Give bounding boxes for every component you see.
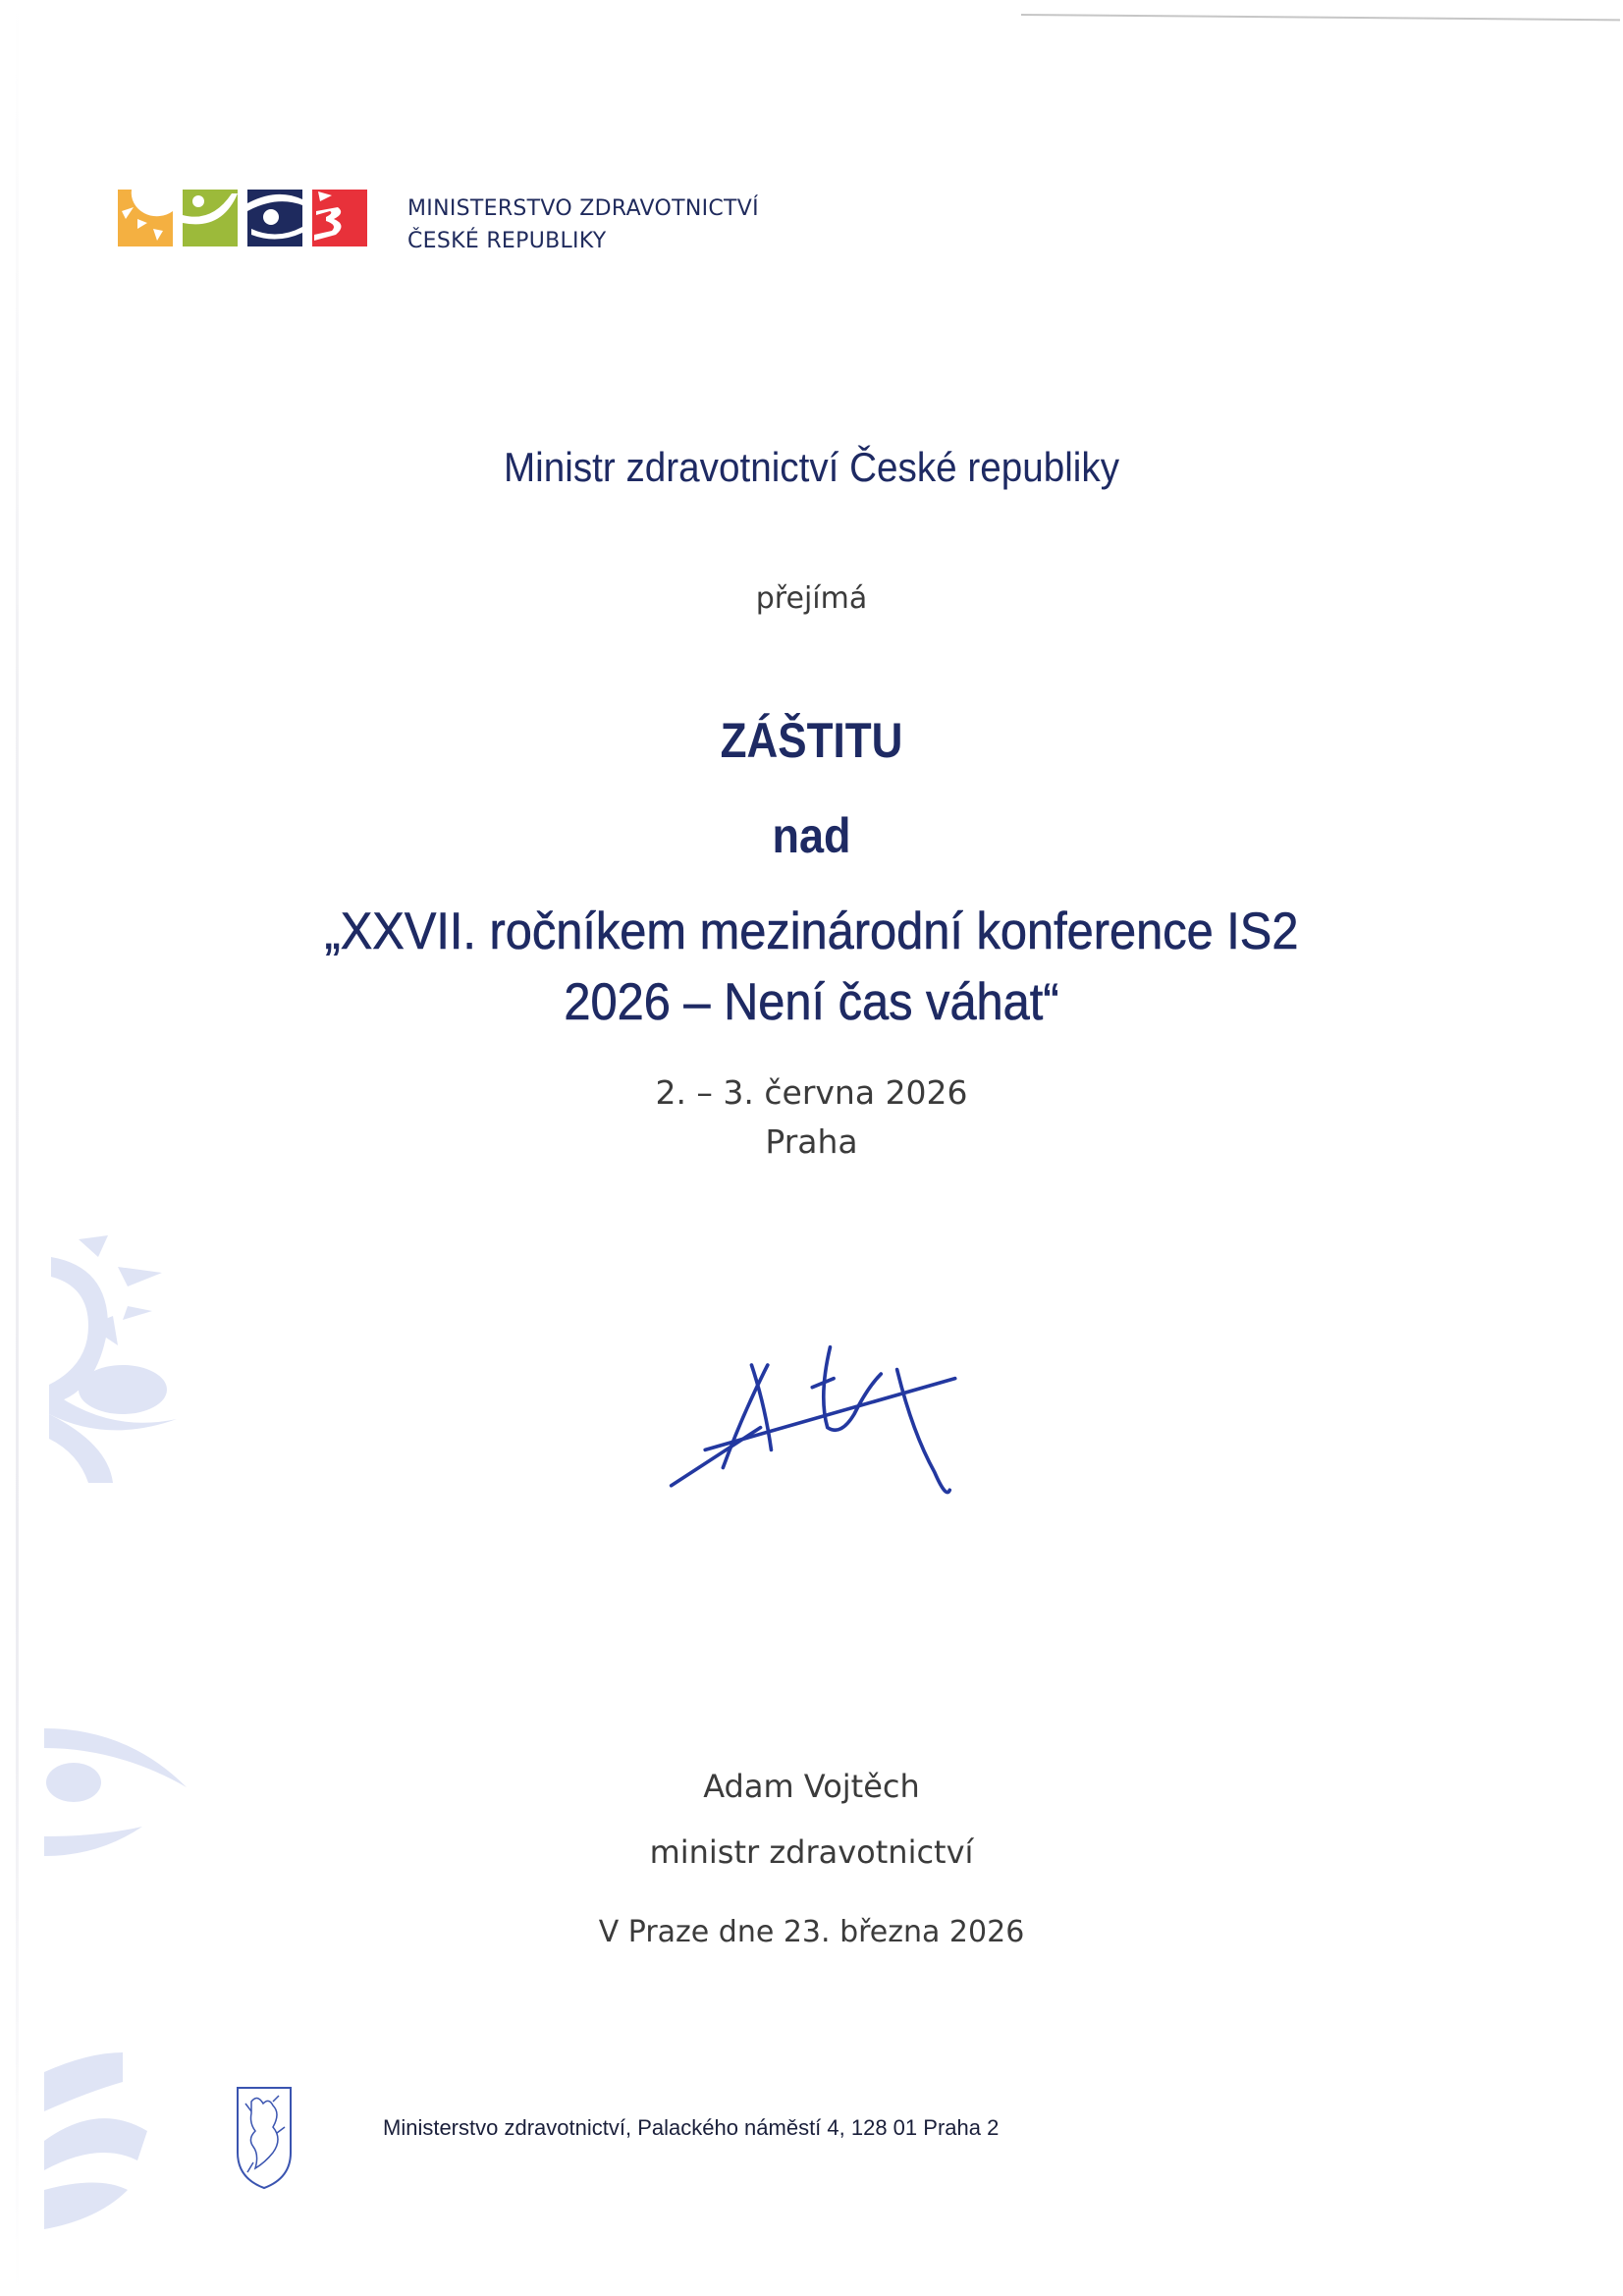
event-name-line1: „XXVII. ročníkem mezinárodní konference IS2 <box>324 902 1299 960</box>
preposition-heading: nad <box>772 808 851 863</box>
ministry-name <box>407 192 759 257</box>
logo-tile-red-icon <box>312 190 367 246</box>
ministry-logo <box>118 190 367 246</box>
footer-address: Ministerstvo zdravotnictví, Palackého náměstí 4, 128 01 Praha 2 <box>383 2115 1000 2140</box>
logo-tile-orange-icon <box>118 190 173 246</box>
logo-tile-green-icon <box>183 190 238 246</box>
scan-artifact-line <box>1021 14 1620 21</box>
handwritten-signature-icon <box>628 1316 982 1512</box>
signed-place-date: V Praze dne 23. března 2026 <box>598 1915 1025 1949</box>
verb-text: přejímá <box>755 581 868 616</box>
ministry-name-line2: ČESKÉ REPUBLIKY <box>407 229 607 253</box>
title-heading: ZÁŠTITU <box>720 713 903 768</box>
watermark-logo-icon <box>20 1218 196 2259</box>
signatory-name: Adam Vojtěch <box>703 1768 920 1805</box>
issuer-heading: Ministr zdravotnictví České republiky <box>503 444 1120 490</box>
event-dates: 2. – 3. června 2026 <box>655 1073 968 1112</box>
logo-tile-navy-icon <box>247 190 302 246</box>
event-name-line2: 2026 – Není čas váhat“ <box>564 973 1059 1031</box>
signatory-role: ministr zdravotnictví <box>649 1833 974 1871</box>
coat-of-arms-icon <box>234 2084 295 2192</box>
ministry-name-line1: MINISTERSTVO ZDRAVOTNICTVÍ <box>407 196 759 221</box>
event-place: Praha <box>765 1122 858 1161</box>
